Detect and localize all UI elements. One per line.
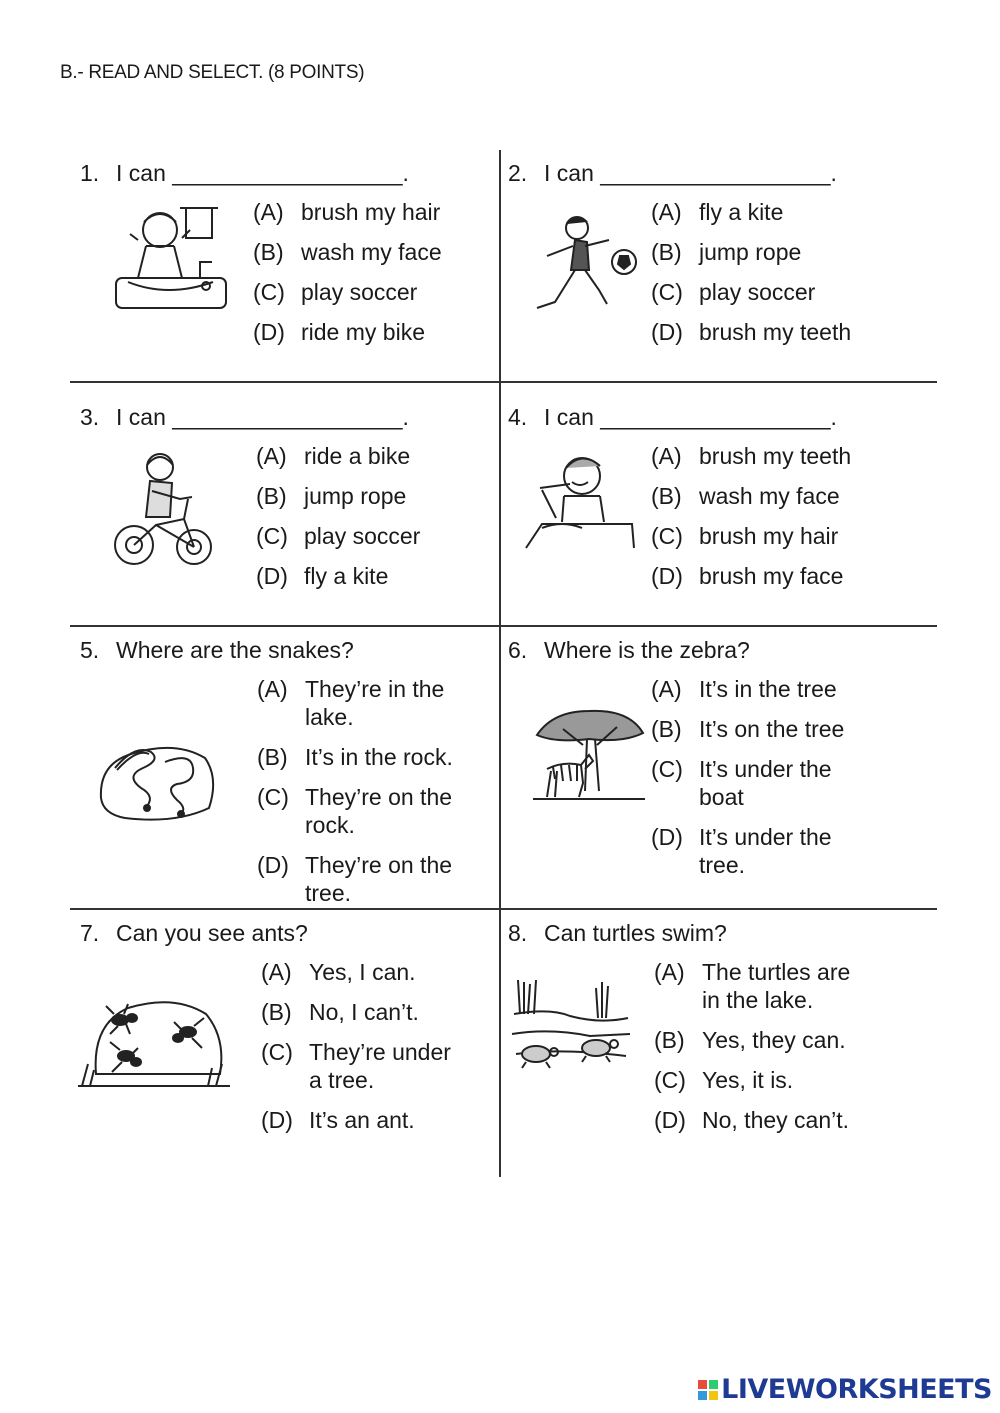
answer-options-4 [651, 442, 851, 602]
option-label: (D) [651, 319, 683, 345]
answer-option[interactable] [651, 278, 851, 306]
answer-option[interactable] [257, 675, 453, 731]
ants-on-rock-picture [78, 994, 230, 1092]
answer-option[interactable] [654, 1066, 850, 1094]
option-label: (C) [654, 1067, 686, 1093]
option-label: (D) [261, 1107, 293, 1133]
answer-option[interactable] [253, 238, 442, 266]
option-text: No, I can’t. [309, 999, 419, 1025]
option-label: (C) [256, 523, 288, 549]
option-label: (A) [651, 676, 682, 702]
answer-options-1 [253, 198, 442, 358]
answer-options-8 [654, 958, 850, 1146]
child-riding-bike-picture [112, 447, 214, 572]
question-4 [508, 404, 837, 431]
grid-divider-vertical [499, 150, 501, 1177]
answer-option[interactable] [654, 1106, 850, 1134]
answer-option[interactable] [654, 1026, 850, 1054]
answer-option[interactable] [651, 318, 851, 346]
option-text: fly a kite [699, 199, 784, 225]
option-label: (D) [654, 1107, 686, 1133]
option-text: Yes, I can. [309, 959, 416, 985]
option-label: (D) [256, 563, 288, 589]
answer-option[interactable] [651, 715, 844, 743]
option-label: (B) [651, 239, 682, 265]
answer-options-5 [257, 675, 453, 919]
option-text: It’s under the boat [699, 756, 832, 810]
answer-option[interactable] [257, 851, 453, 907]
question-prompt: Where is the zebra? [544, 637, 750, 663]
answer-options-7 [261, 958, 451, 1146]
option-label: (B) [651, 716, 682, 742]
question-number: 8. [508, 920, 528, 946]
answer-option[interactable] [257, 783, 453, 839]
option-text: ride my bike [301, 319, 425, 345]
logo-square-3 [698, 1391, 707, 1400]
question-7 [80, 920, 308, 947]
boy-brushing-teeth-picture [522, 450, 637, 552]
question-3 [80, 404, 409, 431]
option-label: (D) [257, 852, 289, 878]
answer-options-6 [651, 675, 844, 891]
option-text: The turtles are in the lake. [702, 959, 851, 1013]
option-label: (C) [257, 784, 289, 810]
grid-divider-row-3 [70, 908, 937, 910]
option-text: It’s under the tree. [699, 824, 832, 878]
option-text: brush my hair [301, 199, 441, 225]
answer-options-2 [651, 198, 851, 358]
option-text: play soccer [699, 279, 816, 305]
question-1 [80, 160, 409, 187]
question-prompt: Can turtles swim? [544, 920, 727, 946]
question-prompt: I can __________________. [116, 160, 409, 186]
option-label: (C) [651, 523, 683, 549]
option-label: (D) [651, 824, 683, 850]
logo-square-2 [709, 1380, 718, 1389]
answer-option[interactable] [261, 1038, 451, 1094]
option-label: (B) [261, 999, 292, 1025]
answer-option[interactable] [654, 958, 850, 1014]
answer-option[interactable] [253, 318, 442, 346]
option-label: (C) [651, 279, 683, 305]
option-label: (A) [257, 676, 288, 702]
answer-option[interactable] [256, 482, 420, 510]
answer-option[interactable] [651, 198, 851, 226]
answer-option[interactable] [257, 743, 453, 771]
answer-option[interactable] [651, 823, 844, 879]
answer-option[interactable] [256, 442, 420, 470]
answer-options-3 [256, 442, 420, 602]
option-label: (B) [654, 1027, 685, 1053]
answer-option[interactable] [651, 755, 844, 811]
question-6 [508, 637, 750, 664]
grid-divider-row-2 [70, 625, 937, 627]
answer-option[interactable] [253, 278, 442, 306]
question-prompt: Where are the snakes? [116, 637, 354, 663]
answer-option[interactable] [651, 238, 851, 266]
option-label: (B) [256, 483, 287, 509]
question-5 [80, 637, 354, 664]
option-text: Yes, it is. [702, 1067, 794, 1093]
question-prompt: I can __________________. [544, 404, 837, 430]
boy-kicking-ball-picture [525, 212, 643, 317]
option-text: wash my face [301, 239, 442, 265]
question-number: 3. [80, 404, 100, 430]
option-label: (B) [253, 239, 284, 265]
option-text: wash my face [699, 483, 840, 509]
liveworksheets-grid-icon [698, 1380, 718, 1400]
option-label: (B) [651, 483, 682, 509]
option-label: (A) [256, 443, 287, 469]
option-text: Yes, they can. [702, 1027, 846, 1053]
option-text: play soccer [304, 523, 421, 549]
option-text: It’s in the rock. [305, 744, 453, 770]
option-label: (D) [651, 563, 683, 589]
option-text: It’s an ant. [309, 1107, 415, 1133]
question-number: 2. [508, 160, 528, 186]
option-label: (A) [654, 959, 685, 985]
answer-option[interactable] [651, 675, 844, 703]
question-number: 7. [80, 920, 100, 946]
option-label: (C) [261, 1039, 293, 1065]
logo-text: LIVEWORKSHEETS [721, 1374, 992, 1405]
question-number: 6. [508, 637, 528, 663]
answer-option[interactable] [256, 522, 420, 550]
question-8 [508, 920, 727, 947]
logo-square-1 [698, 1380, 707, 1389]
question-prompt: I can __________________. [544, 160, 837, 186]
option-label: (A) [651, 443, 682, 469]
answer-option[interactable] [261, 1106, 451, 1134]
girl-washing-face-picture [108, 200, 238, 315]
question-number: 4. [508, 404, 528, 430]
option-text: They’re in the lake. [305, 676, 445, 730]
question-number: 5. [80, 637, 100, 663]
option-text: brush my face [699, 563, 844, 589]
snakes-on-rock-picture [95, 728, 220, 826]
question-2 [508, 160, 837, 187]
option-label: (C) [253, 279, 285, 305]
option-text: They’re on the tree. [305, 852, 453, 906]
option-label: (A) [253, 199, 284, 225]
zebra-under-tree-picture [533, 705, 645, 803]
answer-option[interactable] [253, 198, 442, 226]
option-text: It’s on the tree [699, 716, 845, 742]
question-prompt: I can __________________. [116, 404, 409, 430]
grid-divider-row-1 [70, 381, 937, 383]
option-label: (B) [257, 744, 288, 770]
answer-option[interactable] [261, 958, 451, 986]
turtles-in-lake-picture [510, 978, 632, 1080]
option-text: brush my teeth [699, 319, 852, 345]
answer-option[interactable] [261, 998, 451, 1026]
option-text: jump rope [699, 239, 802, 265]
option-text: play soccer [301, 279, 418, 305]
liveworksheets-logo [698, 1374, 992, 1405]
question-prompt: Can you see ants? [116, 920, 308, 946]
option-label: (D) [253, 319, 285, 345]
option-label: (A) [651, 199, 682, 225]
question-number: 1. [80, 160, 100, 186]
answer-option[interactable] [256, 562, 420, 590]
logo-square-4 [709, 1391, 718, 1400]
option-text: brush my teeth [699, 443, 852, 469]
answer-option[interactable] [651, 482, 851, 510]
option-label: (A) [261, 959, 292, 985]
option-text: They’re under a tree. [309, 1039, 451, 1093]
worksheet-header: B.- READ AND SELECT. (8 POINTS) [60, 62, 365, 83]
answer-option[interactable] [651, 442, 851, 470]
option-text: They’re on the rock. [305, 784, 453, 838]
option-text: fly a kite [304, 563, 389, 589]
option-text: brush my hair [699, 523, 839, 549]
option-text: jump rope [304, 483, 407, 509]
option-text: ride a bike [304, 443, 411, 469]
option-label: (C) [651, 756, 683, 782]
option-text: No, they can’t. [702, 1107, 850, 1133]
option-text: It’s in the tree [699, 676, 837, 702]
answer-option[interactable] [651, 562, 851, 590]
answer-option[interactable] [651, 522, 851, 550]
